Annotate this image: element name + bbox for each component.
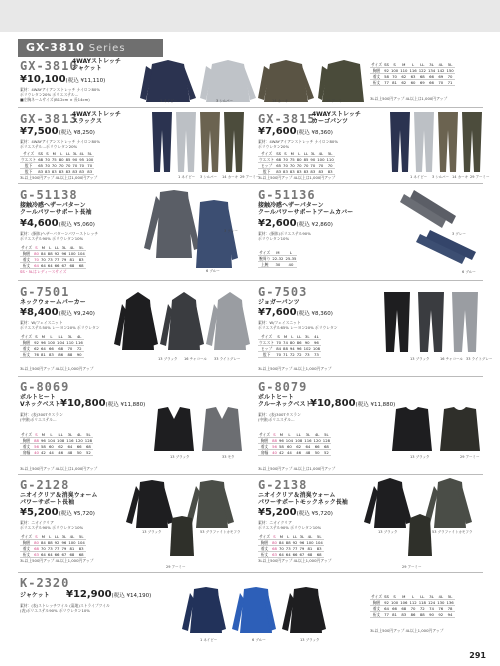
color-caption: 3 グレー [224, 229, 238, 233]
color-caption: 3 シルバー [216, 99, 234, 103]
k2320-jacket-images [180, 585, 330, 637]
arm-cover-images [400, 190, 486, 270]
material-text: 素材：(胴体)ヘザーパターンパワーストレッチ ポリエステル90% ポリウレタン10% [20, 231, 99, 241]
color-caption: 29 アーミー [402, 565, 422, 569]
color-caption: 33 ライトグレー [466, 357, 493, 361]
size-note: 3L以上500円アップ 4L以上は1,000円アップ [370, 96, 448, 101]
color-caption: 1 ネイビー [160, 99, 178, 103]
size-table: サイズ S M L LL 3L 4L ウエスト 70 74 80 86 90 96 ヒップ 84 88 94 96 102 108 股下 70 71 72 72 73 73 [259, 334, 321, 357]
product-code: G-2128 [20, 478, 70, 492]
series-tab [18, 39, 163, 57]
jogger-images [382, 290, 486, 356]
material-text: 素材：W/フェイスニット ポリエステル50% レーヨン20% ポリウレタン [20, 320, 100, 330]
product-name: 4WAYストレッチ カーゴパンツ [312, 111, 361, 125]
material-text: 素材：(胴体)ポリエステル90% ポリウレタン10% [258, 231, 311, 241]
product-name: ジャケット [20, 592, 50, 599]
product-code: GX-3813 [20, 112, 78, 126]
size-table: サイズ M L 腕周り 22-32 25-35 上腕 30 40 [259, 250, 297, 267]
size-table: サイズ SS S M L LL 3L 4L 5L ウエスト 68 70 75 80 85 90 100 110 ヒップ 65 70 70 70 70 70 70 70 股下 83 83 83 83 83 83 83 83 [259, 151, 334, 174]
size-note: 3L以上500円アップ 4L以上は1,000円アップ [20, 175, 98, 180]
material-text: 素材：(表)300Tタスラン (中綿)ポリエステル... [20, 412, 63, 422]
material-text: 素材：ニオイクリア ポリエステル90% ポリウレタン10% [20, 520, 84, 530]
crew-vest-images [388, 405, 488, 455]
page-header-band [0, 0, 500, 32]
product-name: 接触冷感ヘザーパターン クールパワーサポート長袖 [20, 202, 92, 216]
color-caption: 29 アーミー [460, 455, 480, 459]
product-price: ¥5,200(税込 ¥5,720) [20, 507, 95, 518]
series-suffix: Series [88, 43, 126, 54]
product-name: 接触冷感ヘザーパターン クールパワーサポートアームカバー [258, 202, 354, 216]
vest-images [150, 405, 250, 455]
series-code: GX-3810 [26, 41, 85, 54]
size-table: サイズ S M L LL 3L 4L 5L 胸囲 88 96 104 108 116 120 128 着丈 56 58 60 62 64 66 68 肩幅 40 42 44 46 48 50 52 [259, 432, 331, 455]
product-code: GX-3810 [20, 59, 78, 73]
color-caption: 16 チャコール [184, 357, 207, 361]
color-caption: 29 アーミー [166, 565, 186, 569]
product-price: ¥7,500(税込 ¥8,250) [20, 126, 95, 137]
color-caption: 6 ブルー [206, 269, 220, 273]
color-caption: 13 ブラック [142, 530, 162, 534]
product-name: ネックウォームパーカー [20, 299, 86, 306]
size-table: サイズ S M L LL 3L 4L 5L 胸囲 80 84 88 92 96 100 104 着丈 70 70 73 77 79 81 83 裄丈 64 64 64 66 67 68 68 [21, 245, 85, 268]
color-caption: 33 ライトグレー [214, 357, 241, 361]
material-text: 素材：W/フェイスニット ポリエステル65% レーヨン20% ポリウレタン [258, 320, 338, 330]
size-table: サイズ SS S M L LL 3L 4L 5L ウエスト 68 70 75 80 85 90 95 100 股下 65 70 70 70 70 70 70 70 股下 83 83 83 83 83 83 83 83 [21, 151, 94, 174]
cargo-pants-images [388, 110, 488, 176]
size-table: サイズ SS S M L LL 3L 4L 5L 胸囲 92 100 106 112 118 124 130 136 着丈 64 66 68 70 72 74 76 78 裄丈 77 81 83 86 88 90 92 94 [371, 594, 454, 617]
product-price: ¥7,600(税込 ¥8,360) [258, 126, 333, 137]
size-note: SS・5Lはレディースサイズ [20, 269, 67, 274]
product-price: ¥10,800(税込 ¥11,880) [60, 398, 146, 409]
product-price: ¥10,800(税込 ¥11,880) [310, 398, 396, 409]
color-caption: 29 アーミー [470, 175, 490, 179]
product-code: G-51136 [258, 188, 316, 202]
product-price: ¥5,200(税込 ¥5,720) [258, 507, 333, 518]
size-table: サイズ S M L LL 3L 4L 5L 胸囲 80 84 88 92 96 100 104 着丈 68 70 73 77 79 81 83 裄丈 63 64 64 66 67 68 68 [21, 534, 85, 557]
color-caption: 1 ネイビー [410, 175, 428, 179]
product-name: ニオイクリア＆消臭ウォーム パワーサポートモックネック長袖 [258, 492, 348, 506]
material-text: 素材：ニオイクリア ポリエステル90% ポリウレタン10% [258, 520, 322, 530]
product-name: ニオイクリア＆消臭ウォーム パワーサポート長袖 [20, 492, 98, 506]
warm-shirt-images [122, 478, 252, 558]
product-code: G-2138 [258, 478, 308, 492]
size-table: サイズ S M L LL 3L 4L 5L 胸囲 80 84 88 92 96 100 104 着丈 68 70 73 77 79 81 83 裄丈 63 64 64 66 67 68 68 [259, 534, 323, 557]
product-name: 4WAYストレッチ ジャケット [72, 58, 121, 72]
product-name: ボルトヒート Vネックベスト [20, 394, 61, 408]
product-name: ボルトヒート クルーネックベスト [258, 394, 312, 408]
size-table: サイズ SS S M L LL 3L 4L 5L 胸囲 92 100 110 116 122 134 142 150 着丈 58 70 62 63 68 66 69 70 裄丈 77 81 62 60 69 66 70 71 [371, 62, 454, 85]
product-code: G-51138 [20, 188, 78, 202]
material-text: 素材：(表)ストレッチツイル (裏地)ストライプツイル (表)ポリエステル90% ポリウレタン10% [20, 603, 110, 613]
color-caption: 14 カーキ [272, 99, 289, 103]
color-caption: 14 カーキ [222, 175, 239, 179]
size-note: 3L以上500円アップ 4L以上1,000円アップ [370, 628, 444, 633]
size-table: サイズ S M L LL 3L 4L 5L 胸囲 88 96 104 108 116 120 128 着丈 56 58 60 62 64 66 68 肩幅 40 42 44 46 48 50 52 [21, 432, 93, 455]
page-number: 291 [469, 651, 486, 660]
color-caption: 6 ブルー [462, 270, 476, 274]
color-caption: 33 モク [222, 455, 235, 459]
color-caption: 1 ネイビー [200, 638, 218, 642]
color-caption: 13 ブラック [378, 530, 398, 534]
color-caption: 3 シルバー [200, 175, 218, 179]
product-price: ¥2,600(税込 ¥2,860) [258, 218, 333, 229]
divider [18, 280, 483, 281]
color-caption: 29 アーミー [240, 175, 260, 179]
color-caption: 13 ブラック [170, 455, 190, 459]
color-caption: 16 チャコール [440, 357, 463, 361]
material-text: 素材：4WAYアイアンストレッチ ナイロン80% ポリエステル...ポリウレタン20% [20, 139, 100, 149]
product-price: ¥12,900(税込 ¥14,190) [66, 589, 152, 600]
size-note: 3L以上500円アップ 4L以上は1,000円アップ [258, 175, 336, 180]
hoodie-images [112, 290, 252, 356]
size-note: 3L以上500円アップ 4L以上1,000円アップ [20, 366, 94, 371]
size-note: 3L以上500円アップ 4L以上は1,000円アップ [20, 466, 98, 471]
material-text: 素材：4WAYアイアンストレッチ ナイロン80% ポリウレタン20% [258, 139, 338, 149]
color-caption: 13 ブラック [300, 638, 320, 642]
slacks-images [150, 110, 250, 176]
color-caption: 13 ブラック [410, 357, 430, 361]
size-note: 3L以上500円アップ 4L以上1,000円アップ [258, 558, 332, 563]
color-caption: 13 ブラック [158, 357, 178, 361]
color-caption: 53 グラファイトカモフラ [200, 530, 241, 534]
material-text: 素材：4WAYアイアンストレッチ ナイロン80% ポリウレタン20% ポリエステル... ■左胸ネームサイズ(B12cm × 長14cm) [20, 87, 100, 102]
product-code: GX-3815 [258, 112, 316, 126]
color-caption: 29 アーミー [326, 99, 346, 103]
size-note: 3L以上500円アップ 4L以上1,000円アップ [20, 558, 94, 563]
color-caption: 13 ブラック [410, 455, 430, 459]
color-caption: 14 カーキ [452, 175, 469, 179]
divider [18, 376, 483, 377]
product-price: ¥8,400(税込 ¥9,240) [20, 307, 95, 318]
color-caption: 3 シルバー [432, 175, 450, 179]
product-price: ¥10,100(税込 ¥11,110) [20, 74, 106, 85]
size-note: 3L以上500円アップ 4L以上は1,000円アップ [258, 466, 336, 471]
product-price: ¥4,600(税込 ¥5,060) [20, 218, 95, 229]
divider [18, 183, 483, 184]
mock-neck-images [360, 478, 490, 558]
product-code: G-8069 [20, 380, 70, 394]
divider [18, 572, 483, 573]
material-text: 素材：(表)300Tタスラン (中綿)ポリエステル... [258, 412, 301, 422]
product-name: 4WAYストレッチ スラックス [72, 111, 121, 125]
product-code: G-7501 [20, 285, 70, 299]
product-price: ¥7,600(税込 ¥8,360) [258, 307, 333, 318]
product-code: K-2320 [20, 576, 70, 590]
product-code: G-8079 [258, 380, 308, 394]
product-code: G-7503 [258, 285, 308, 299]
divider [18, 107, 483, 108]
color-caption: 3 グレー [452, 232, 466, 236]
color-caption: 1 ネイビー [178, 175, 196, 179]
divider [18, 474, 483, 475]
color-caption: 6 ブルー [252, 638, 266, 642]
product-name: ジョガーパンツ [258, 299, 300, 306]
size-table: サイズ S M L LL 3L 4L 胸囲 92 96 100 104 110 116 着丈 62 64 66 68 70 72 裄丈 76 81 83 86 88 90 [21, 334, 83, 357]
color-caption: 53 グラファイトカモフラ [432, 530, 473, 534]
size-note: 3L以上500円アップ 4L以上1,000円アップ [258, 366, 332, 371]
